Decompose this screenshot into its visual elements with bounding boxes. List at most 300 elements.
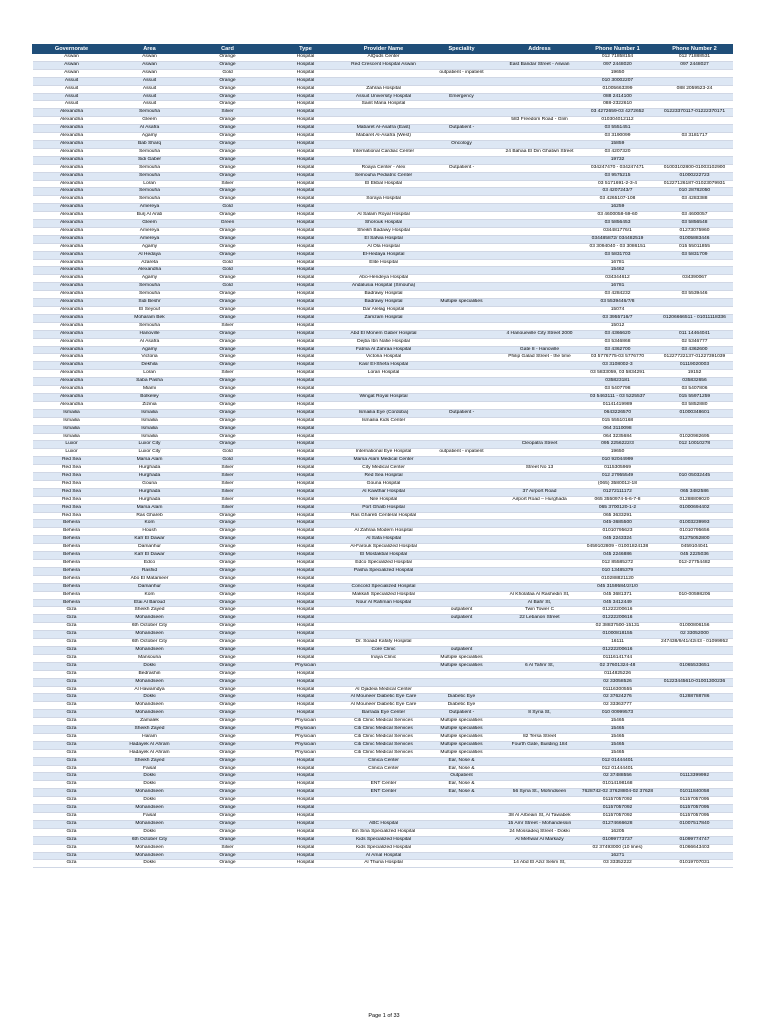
- cell-provider-name: Al Ola Hospital: [345, 243, 423, 251]
- cell-type: Hospital: [267, 220, 345, 228]
- cell-address: [501, 528, 579, 536]
- cell-address: [501, 623, 579, 631]
- table-row: [33, 844, 733, 852]
- table-row: [33, 54, 733, 62]
- cell-phone-1: 03 5539446/7/8: [579, 299, 657, 307]
- cell-area: Assuit: [111, 85, 189, 93]
- cell-phone-2: 01019707031: [657, 860, 733, 868]
- cell-card: Orange: [189, 560, 267, 568]
- cell-provider-name: Makkah Specialized Hospital: [345, 591, 423, 599]
- cell-address: [501, 575, 579, 583]
- cell-speciality: [423, 836, 501, 844]
- cell-address: [501, 567, 579, 575]
- cell-phone-1: 065 3550974-5-6-7-8: [579, 496, 657, 504]
- cell-area: Kafr El Dawar: [111, 536, 189, 544]
- cell-governorate: Beheira: [33, 536, 111, 544]
- cell-speciality: Ear, Nose &: [423, 757, 501, 765]
- cell-speciality: Outpatient -: [423, 125, 501, 133]
- cell-phone-1: 035823181: [579, 378, 657, 386]
- cell-area: 6th October City: [111, 639, 189, 647]
- cell-phone-2: [657, 69, 733, 77]
- cell-card: Orange: [189, 607, 267, 615]
- cell-speciality: [423, 220, 501, 228]
- cell-provider-name: [345, 386, 423, 394]
- cell-card: Orange: [189, 639, 267, 647]
- cell-phone-1: 03 3190099: [579, 133, 657, 141]
- cell-address: [501, 156, 579, 164]
- cell-area: Semouha: [111, 164, 189, 172]
- cell-type: Hospital: [267, 599, 345, 607]
- cell-phone-1: 010 13485379: [579, 567, 657, 575]
- cell-card: Gold: [189, 457, 267, 465]
- cell-provider-name: Zamzam Hospital: [345, 314, 423, 322]
- cell-type: Hospital: [267, 393, 345, 401]
- cell-phone-1: 03 33352222: [579, 860, 657, 868]
- cell-governorate: Ismailia: [33, 433, 111, 441]
- table-row: [33, 733, 733, 741]
- cell-speciality: [423, 844, 501, 852]
- cell-area: Hadayek Al Ahram: [111, 741, 189, 749]
- cell-governorate: Giza: [33, 741, 111, 749]
- cell-provider-name: Nile Hospital: [345, 496, 423, 504]
- cell-speciality: [423, 852, 501, 860]
- cell-governorate: Alexandria: [33, 393, 111, 401]
- cell-type: Hospital: [267, 844, 345, 852]
- cell-address: Cleopatra Street: [501, 441, 579, 449]
- cell-type: Hospital: [267, 386, 345, 394]
- table-row: [33, 560, 733, 568]
- cell-type: Hospital: [267, 583, 345, 591]
- cell-phone-2: 01066643403: [657, 844, 733, 852]
- cell-type: Hospital: [267, 346, 345, 354]
- cell-governorate: Alexandria: [33, 140, 111, 148]
- cell-address: 583 Freedom Road - Glim: [501, 117, 579, 125]
- cell-phone-1: 16271: [579, 852, 657, 860]
- cell-type: Hospital: [267, 536, 345, 544]
- cell-provider-name: [345, 441, 423, 449]
- cell-address: 24 Mossadeq Street - Dokki: [501, 828, 579, 836]
- cell-phone-1: 088-2322610: [579, 101, 657, 109]
- cell-provider-name: Assuit University Hospital: [345, 93, 423, 101]
- cell-type: Hospital: [267, 85, 345, 93]
- cell-address: [501, 69, 579, 77]
- table-row: [33, 251, 733, 259]
- header-card: Card: [189, 45, 267, 54]
- cell-card: Orange: [189, 188, 267, 196]
- cell-type: Hospital: [267, 512, 345, 520]
- table-row: [33, 148, 733, 156]
- cell-type: Hospital: [267, 678, 345, 686]
- cell-phone-1: (065) 3580012-18: [579, 480, 657, 488]
- cell-type: Hospital: [267, 172, 345, 180]
- cell-speciality: Oncology: [423, 140, 501, 148]
- cell-speciality: [423, 441, 501, 449]
- cell-card: Gold: [189, 267, 267, 275]
- table-row: [33, 631, 733, 639]
- cell-governorate: Alexandria: [33, 330, 111, 338]
- cell-card: Orange: [189, 860, 267, 868]
- cell-address: [501, 678, 579, 686]
- cell-area: Sidi Beshr: [111, 299, 189, 307]
- cell-speciality: Multiple specialities: [423, 662, 501, 670]
- cell-phone-1: 088 2414100: [579, 93, 657, 101]
- cell-phone-1: 045-3685500: [579, 520, 657, 528]
- cell-phone-2: [657, 125, 733, 133]
- cell-governorate: Giza: [33, 694, 111, 702]
- cell-phone-2: [657, 615, 733, 623]
- cell-provider-name: ENT Center: [345, 781, 423, 789]
- cell-phone-1: 064 3110098: [579, 425, 657, 433]
- cell-area: Assuit: [111, 93, 189, 101]
- cell-address: [501, 639, 579, 647]
- cell-card: Gold: [189, 204, 267, 212]
- cell-governorate: Alexandria: [33, 117, 111, 125]
- cell-area: Zizinia: [111, 401, 189, 409]
- cell-type: Hospital: [267, 781, 345, 789]
- table-row: [33, 204, 733, 212]
- cell-address: Philip Galad Street - the time: [501, 354, 579, 362]
- cell-provider-name: [345, 662, 423, 670]
- cell-governorate: Alexandria: [33, 338, 111, 346]
- cell-phone-2: 01000348601: [657, 409, 733, 417]
- cell-speciality: Multiple specialities: [423, 654, 501, 662]
- cell-phone-1: 034344612: [579, 275, 657, 283]
- cell-address: [501, 473, 579, 481]
- cell-area: Gleem: [111, 220, 189, 228]
- cell-governorate: Aswan: [33, 61, 111, 69]
- cell-phone-2: 015 55971259: [657, 393, 733, 401]
- cell-phone-1: 03 4207320: [579, 148, 657, 156]
- cell-speciality: [423, 401, 501, 409]
- cell-speciality: Multiple specialities: [423, 741, 501, 749]
- cell-governorate: Alexandria: [33, 283, 111, 291]
- cell-type: Hospital: [267, 773, 345, 781]
- cell-phone-2: [657, 575, 733, 583]
- cell-card: Orange: [189, 615, 267, 623]
- cell-provider-name: [345, 77, 423, 85]
- cell-speciality: [423, 678, 501, 686]
- cell-card: Orange: [189, 567, 267, 575]
- cell-speciality: Diabetic Eye: [423, 694, 501, 702]
- cell-speciality: Multiple specialities: [423, 749, 501, 757]
- cell-card: Orange: [189, 299, 267, 307]
- cell-address: [501, 259, 579, 267]
- table-row: [33, 702, 733, 710]
- cell-speciality: [423, 212, 501, 220]
- cell-card: Orange: [189, 710, 267, 718]
- cell-speciality: [423, 85, 501, 93]
- cell-governorate: Alexandria: [33, 291, 111, 299]
- cell-type: Hospital: [267, 457, 345, 465]
- cell-address: 38 Al Arbeain St, Al Tawabek: [501, 813, 579, 821]
- cell-type: Hospital: [267, 401, 345, 409]
- cell-governorate: Giza: [33, 820, 111, 828]
- cell-phone-2: 01113399992: [657, 773, 733, 781]
- cell-card: Orange: [189, 749, 267, 757]
- cell-provider-name: Marsa Alam Medical Center: [345, 457, 423, 465]
- cell-phone-2: 01227722137-01227391039: [657, 354, 733, 362]
- cell-type: Hospital: [267, 852, 345, 860]
- cell-provider-name: [345, 117, 423, 125]
- cell-phone-2: [657, 156, 733, 164]
- cell-type: Hospital: [267, 243, 345, 251]
- cell-card: Orange: [189, 741, 267, 749]
- cell-speciality: [423, 805, 501, 813]
- cell-card: Orange: [189, 781, 267, 789]
- cell-phone-2: 01275052800: [657, 536, 733, 544]
- header-type: Type: [267, 45, 345, 54]
- cell-phone-1: 045 3412449: [579, 599, 657, 607]
- cell-type: Hospital: [267, 836, 345, 844]
- cell-address: [501, 299, 579, 307]
- cell-governorate: Alexandria: [33, 204, 111, 212]
- cell-card: Silver: [189, 180, 267, 188]
- cell-type: Hospital: [267, 61, 345, 69]
- cell-provider-name: Clinica Center: [345, 757, 423, 765]
- cell-phone-2: 0459104041: [657, 544, 733, 552]
- cell-phone-2: 02 33052000: [657, 631, 733, 639]
- cell-speciality: Multiple specialities: [423, 718, 501, 726]
- cell-area: Faisal: [111, 765, 189, 773]
- cell-provider-name: El Ekbal Hospital: [345, 180, 423, 188]
- table-row: [33, 520, 733, 528]
- cell-speciality: [423, 227, 501, 235]
- cell-phone-2: [657, 480, 733, 488]
- cell-phone-1: 03 4272659-03 4272652: [579, 109, 657, 117]
- cell-provider-name: Core Clinic: [345, 646, 423, 654]
- cell-type: Hospital: [267, 623, 345, 631]
- cell-card: Orange: [189, 512, 267, 520]
- cell-card: Orange: [189, 417, 267, 425]
- cell-address: [501, 196, 579, 204]
- cell-address: [501, 370, 579, 378]
- table-row: [33, 654, 733, 662]
- table-row: [33, 741, 733, 749]
- table-row: [33, 441, 733, 449]
- cell-area: Mohandseen: [111, 852, 189, 860]
- table-row: [33, 370, 733, 378]
- cell-address: [501, 140, 579, 148]
- cell-card: Orange: [189, 623, 267, 631]
- cell-speciality: [423, 204, 501, 212]
- cell-speciality: [423, 148, 501, 156]
- cell-provider-name: International Eye Hospital: [345, 449, 423, 457]
- cell-type: Hospital: [267, 275, 345, 283]
- cell-area: Kom: [111, 591, 189, 599]
- cell-provider-name: El-Hedaya Hospital: [345, 251, 423, 259]
- table-row: [33, 599, 733, 607]
- cell-provider-name: Gouna Hospital: [345, 480, 423, 488]
- cell-phone-1: 012 01444401: [579, 757, 657, 765]
- cell-address: [501, 670, 579, 678]
- cell-address: [501, 133, 579, 141]
- table-row: [33, 504, 733, 512]
- cell-governorate: Alexandria: [33, 109, 111, 117]
- table-row: [33, 607, 733, 615]
- cell-phone-1: 010304012112: [579, 117, 657, 125]
- cell-speciality: [423, 180, 501, 188]
- cell-phone-2: [657, 726, 733, 734]
- cell-governorate: Beheira: [33, 560, 111, 568]
- table-row: [33, 109, 733, 117]
- cell-phone-2: [657, 567, 733, 575]
- cell-phone-1: 03 4207243/7: [579, 188, 657, 196]
- cell-phone-1: 01010795623: [579, 528, 657, 536]
- cell-phone-1: 034485872/ 034482519: [579, 235, 657, 243]
- cell-address: [501, 781, 579, 789]
- cell-governorate: Giza: [33, 836, 111, 844]
- cell-phone-2: [657, 512, 733, 520]
- cell-address: [501, 718, 579, 726]
- cell-card: Orange: [189, 726, 267, 734]
- cell-phone-2: 03 5407806: [657, 386, 733, 394]
- cell-phone-1: 045 3159584/2/1/0: [579, 583, 657, 591]
- cell-governorate: Giza: [33, 844, 111, 852]
- cell-speciality: [423, 77, 501, 85]
- cell-provider-name: [345, 631, 423, 639]
- cell-area: Hurghada: [111, 488, 189, 496]
- cell-phone-2: 010 05032445: [657, 473, 733, 481]
- cell-governorate: Beheira: [33, 583, 111, 591]
- cell-area: Bedrashin: [111, 670, 189, 678]
- cell-type: Hospital: [267, 670, 345, 678]
- cell-phone-2: [657, 718, 733, 726]
- cell-type: Hospital: [267, 93, 345, 101]
- cell-speciality: [423, 378, 501, 386]
- cell-speciality: [423, 251, 501, 259]
- cell-phone-1: 15012: [579, 322, 657, 330]
- cell-phone-1: 02 37601324-48: [579, 662, 657, 670]
- cell-address: [501, 401, 579, 409]
- cell-speciality: Emergency: [423, 93, 501, 101]
- cell-address: 37 Airport Road: [501, 488, 579, 496]
- page-number: Page 1 of 33: [368, 1013, 400, 1019]
- cell-phone-1: 03 5551451: [579, 125, 657, 133]
- cell-speciality: [423, 235, 501, 243]
- table-row: [33, 307, 733, 315]
- table-row: [33, 591, 733, 599]
- cell-provider-name: Edco Specialized Hospital: [345, 560, 423, 568]
- cell-phone-2: [657, 670, 733, 678]
- cell-area: Mohandseen: [111, 678, 189, 686]
- cell-phone-2: [657, 607, 733, 615]
- cell-address: [501, 512, 579, 520]
- cell-card: Gold: [189, 69, 267, 77]
- cell-speciality: [423, 797, 501, 805]
- cell-card: Orange: [189, 401, 267, 409]
- cell-area: 6th October City: [111, 836, 189, 844]
- cell-phone-1: 0114825226: [579, 670, 657, 678]
- cell-area: Loran: [111, 370, 189, 378]
- cell-provider-name: Port Ghalb Hospital: [345, 504, 423, 512]
- cell-speciality: Outpatient -: [423, 164, 501, 172]
- cell-speciality: [423, 196, 501, 204]
- cell-provider-name: Victoria Hospital: [345, 354, 423, 362]
- cell-address: Airport Road – Hurghada: [501, 496, 579, 504]
- cell-card: Orange: [189, 789, 267, 797]
- table-row: [33, 61, 733, 69]
- cell-card: Silver: [189, 370, 267, 378]
- cell-provider-name: Ibn Sina Specialized Hospital: [345, 828, 423, 836]
- cell-type: Hospital: [267, 575, 345, 583]
- cell-governorate: Red Sea: [33, 480, 111, 488]
- cell-type: Hospital: [267, 370, 345, 378]
- cell-provider-name: El Mostakbal Hospital: [345, 552, 423, 560]
- table-row: [33, 283, 733, 291]
- cell-address: [501, 544, 579, 552]
- cell-phone-2: [657, 77, 733, 85]
- header-speciality: Speciality: [423, 45, 501, 54]
- table-row: [33, 686, 733, 694]
- table-row: [33, 749, 733, 757]
- cell-provider-name: Citi Clinic Medical Services: [345, 726, 423, 734]
- cell-address: [501, 480, 579, 488]
- cell-type: Hospital: [267, 259, 345, 267]
- cell-provider-name: [345, 140, 423, 148]
- cell-phone-2: 03 5539446: [657, 291, 733, 299]
- cell-phone-1: 01222200616: [579, 646, 657, 654]
- cell-speciality: [423, 188, 501, 196]
- cell-phone-1: 015 55510168: [579, 417, 657, 425]
- cell-provider-name: Soraya Hospital: [345, 196, 423, 204]
- cell-governorate: Alexandria: [33, 227, 111, 235]
- cell-governorate: Alexandria: [33, 251, 111, 259]
- cell-type: Physician: [267, 733, 345, 741]
- cell-speciality: [423, 504, 501, 512]
- cell-governorate: Red Sea: [33, 512, 111, 520]
- cell-address: [501, 457, 579, 465]
- cell-address: [501, 243, 579, 251]
- cell-provider-name: Fatma Al Zahraa Hospital: [345, 346, 423, 354]
- cell-address: 15 Amr Street - Mohandessin: [501, 820, 579, 828]
- cell-area: Loran: [111, 180, 189, 188]
- cell-phone-1: 16781: [579, 259, 657, 267]
- cell-type: Hospital: [267, 520, 345, 528]
- cell-phone-1: 16205: [579, 828, 657, 836]
- cell-card: Orange: [189, 235, 267, 243]
- cell-type: Hospital: [267, 480, 345, 488]
- cell-speciality: [423, 583, 501, 591]
- cell-speciality: [423, 813, 501, 821]
- cell-area: Mohandseen: [111, 710, 189, 718]
- cell-type: Hospital: [267, 828, 345, 836]
- table-row: [33, 117, 733, 125]
- cell-card: Orange: [189, 552, 267, 560]
- cell-phone-2: 01003239993: [657, 520, 733, 528]
- cell-provider-name: Loran Hospital: [345, 370, 423, 378]
- cell-type: Hospital: [267, 307, 345, 315]
- cell-area: Al Asafra: [111, 338, 189, 346]
- table-row: [33, 465, 733, 473]
- cell-phone-1: 065 3700120-1-2: [579, 504, 657, 512]
- cell-speciality: [423, 488, 501, 496]
- cell-address: [501, 322, 579, 330]
- cell-phone-1: 01099773737: [579, 836, 657, 844]
- cell-provider-name: International Cardiac Center: [345, 148, 423, 156]
- cell-governorate: Red Sea: [33, 496, 111, 504]
- cell-area: Dokki: [111, 781, 189, 789]
- cell-area: Kom: [111, 520, 189, 528]
- cell-type: Hospital: [267, 433, 345, 441]
- cell-card: Orange: [189, 694, 267, 702]
- cell-speciality: [423, 393, 501, 401]
- cell-phone-1: 0115305969: [579, 465, 657, 473]
- cell-type: Hospital: [267, 188, 345, 196]
- cell-type: Hospital: [267, 686, 345, 694]
- cell-speciality: Outpatient -: [423, 710, 501, 718]
- cell-address: [501, 101, 579, 109]
- cell-card: Gold: [189, 283, 267, 291]
